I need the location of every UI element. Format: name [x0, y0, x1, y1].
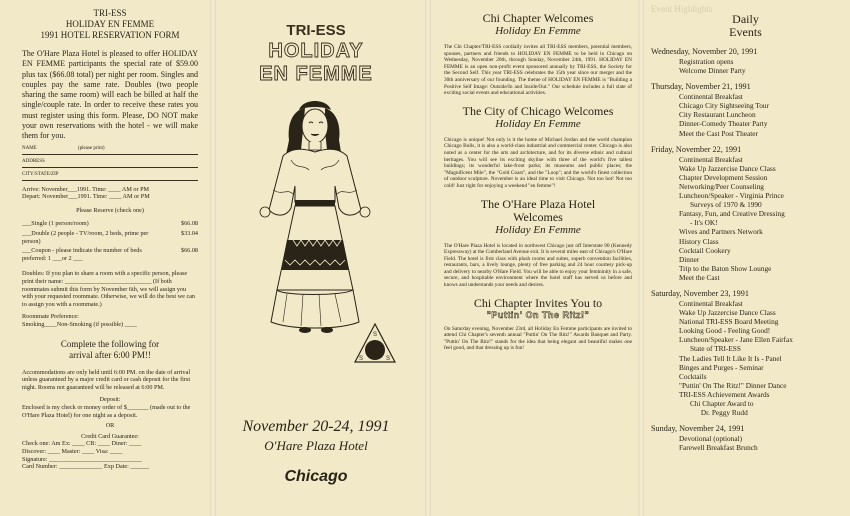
schedule-event: National TRI-ESS Board Meeting: [679, 317, 779, 327]
welcome-panel: [434, 0, 642, 516]
hotel-welcome-title-2: Welcomes: [513, 209, 563, 224]
chi-welcome-subtitle: Holiday En Femme: [495, 25, 581, 37]
chi-welcome-title: Chi Chapter Welcomes: [482, 11, 594, 25]
hotel-welcome-title-1: The O'Hare Plaza Hotel: [480, 196, 596, 211]
invite-title: Chi Chapter Invites You to: [473, 295, 603, 310]
complete-note-1: Complete the following for: [60, 338, 160, 349]
schedule-event: Continental Breakfast: [679, 298, 743, 308]
schedule-event: Registration opens: [679, 57, 734, 66]
cc-check-field[interactable]: Check one: Am Ex: ____ CB: ____ Diner: ____: [22, 440, 142, 448]
cover-panel: [213, 0, 419, 516]
schedule-event: Farewell Breakfast Brunch: [679, 443, 758, 453]
schedule-event: Wake Up Jazzercise Dance Class: [679, 163, 776, 173]
schedule-day: Friday, November 22, 1991: [651, 144, 742, 154]
reservation-form-panel: [0, 0, 212, 516]
city-field[interactable]: CITY/STATE/ZIP: [22, 172, 198, 181]
schedule-event: City Restaurant Luncheon: [679, 110, 756, 120]
schedule-day: Thursday, November 21, 1991: [651, 82, 751, 92]
schedule-event: Cocktail Cookery: [679, 245, 731, 255]
smoking-field[interactable]: Smoking____Non-Smoking (if possible) ____: [22, 320, 137, 328]
schedule-event: Fantasy, Fun, and Creative Dressing: [679, 209, 785, 219]
schedule-event: Trip to the Baton Show Lounge: [679, 263, 772, 273]
complete-note-2: arrival after 6:00 PM!!: [69, 349, 151, 360]
schedule-event: The Ladies Tell It Like It Is - Panel: [679, 353, 782, 363]
schedule-event: TRI-ESS Achievement Awards: [679, 389, 770, 399]
schedule-event: Wives and Partners Network: [679, 227, 763, 237]
schedule-event: Chicago City Sightseeing Tour: [679, 101, 769, 111]
schedule-event: Cocktails: [679, 371, 707, 381]
city-welcome-body: Chicago is unique! Not only is it the home of Michael Jordan and the world champion Chicago Bulls, it is also a world-class industrial and commercial center. Chicago is also noted as a center for the arts and architecture, and for its diverse ethnic and cultural heritages. You will see its exciting skyline with three of the world's five tallest buildings; its wonderful lake-front parks; its museums and public places; the "Magnificent Mile", the "Gold Coast", and the "Loop"; and the world's finest collection of outdoor sculpture. November is an ideal time to visit Chicago. Not too hot! Not too cold! Just right for enjoying a weekend "en femme"!: [444, 136, 632, 189]
events-title: Events: [729, 25, 762, 39]
cover-en-femme: EN FEMME: [259, 63, 373, 85]
form-heading-2: HOLIDAY EN FEMME: [65, 19, 155, 29]
form-intro: The O'Hare Plaza Hotel is pleased to offer HOLIDAY EN FEMME participants the special rate of $59.00 plus tax ($66.08 total) per night per room. Singles and couples pay the same rate. Doubles (two people sharing the same room) will each be billed at half the single/couple rate. In order to receive these rates you must register using this form. Please, DO NOT make your own reservations with the hotel - we will make them for you.: [22, 49, 198, 141]
schedule-event: Continental Breakfast: [679, 154, 743, 164]
schedule-event: Dr. Peggy Rudd: [679, 408, 748, 418]
form-heading-1: TRI-ESS: [93, 8, 127, 18]
fold-line: [425, 0, 431, 516]
schedule-event: Surveys of 1970 & 1990: [679, 200, 762, 210]
single-price: $66.08: [180, 220, 198, 228]
depart-field[interactable]: Depart: November___1991. Time: ____ AM or PM: [22, 193, 150, 201]
schedule-event: Devotional (optional): [679, 434, 743, 444]
form-heading-3: 1991 HOTEL RESERVATION FORM: [40, 30, 180, 40]
coupon-price: $66.08: [180, 247, 198, 255]
schedule-day: Sunday, November 24, 1991: [651, 424, 745, 434]
deposit-label: Deposit:: [99, 396, 121, 404]
hotel-welcome-subtitle: Holiday En Femme: [495, 223, 581, 236]
schedule-event: - It's OK!: [679, 218, 718, 228]
schedule-day: Saturday, November 23, 1991: [651, 288, 749, 298]
hotel-welcome-body: The O'Hare Plaza Hotel is located in northwest Chicago just off Interstate 90 (Kennedy Expressway) at the Cumberland Avenue exit. It is several miles east of Chicago's O'Hare Field. The hotel is first class with plush rooms and suites, superb convention facilities, restaurants, bars, a lively lounge, plenty of free parking and 24 hour courtesy pick-up and delivery to nearby O'Hare Field. You will be able to enjoy your femininity in a safe, secure, and hospitable environment where the hotel staff has served us before and knows and understands your needs and desires.: [444, 242, 632, 289]
cover-tri-ess: TRI-ESS: [286, 22, 346, 39]
schedule-event: Networking/Peer Counseling: [679, 181, 764, 191]
event-hotel: O'Hare Plaza Hotel: [264, 438, 368, 453]
roommate-pref-label: Roommate Preference:: [22, 313, 79, 321]
event-dates: November 20-24, 1991: [242, 418, 390, 435]
card-number-field[interactable]: Card Number: ______________ Exp Date: ______: [22, 463, 149, 471]
cc-type-field[interactable]: Discover: ____ Master: ____ Visa: ____: [22, 447, 123, 455]
deposit-text: Enclosed is my check or money order of $_______ (made out to the O'Hare Plaza Hotel) for one night as a deposit.: [22, 403, 191, 419]
schedule-event: Meet the Cast: [679, 272, 720, 282]
double-option[interactable]: ___Double (2 people - TV/room, 2 beds, prime per person): [22, 230, 149, 245]
schedule-event: Dinner: [679, 254, 700, 264]
chi-welcome-body: The Chi Chapter/TRI-ESS cordially invites all TRI-ESS members, potential members, spouses, partners and friends to HOLIDAY EN FEMME to be held in Chicago on Wednesday, November 20th, through Sunday, November 24th, 1991. HOLIDAY EN FEMME is an open non-profit event sponsored annually by TRI-ESS, the Society for the Second Self. This year TRI-ESS celebrates the 15th year since our merger and the 30th anniversary of our founding. The theme of HOLIDAY EN FEMME is "Building a Positive Self Image: Outside/In and Inside/Out." Our schedule includes a full slate of exciting social events and educational activities.: [444, 44, 632, 97]
name-field[interactable]: NAME (please print): [22, 146, 198, 155]
schedule-event: Luncheon/Speaker - Jane Ellen Fairfax: [679, 335, 793, 345]
chicago-logo: Chicago: [284, 468, 348, 485]
invite-body: On Saturday evening, November 23rd, all Holiday En Femme participants are invited to attend Chi Chapter's seventh annual "Puttin' On The Ritz!" Awards Banquet and Party. "Puttin' On The Ritz!" stands for the idea that being elegant and beautiful makes one feel good, and that dressing up is fun!: [444, 325, 632, 352]
schedule-event: Meet the Cast Post Theater: [679, 128, 758, 138]
svg-text:S: S: [359, 356, 364, 362]
schedule-event: Chapter Development Session: [679, 172, 768, 182]
schedule-event: History Class: [679, 236, 719, 246]
schedule-event: Luncheon/Speaker - Virginia Prince: [679, 191, 784, 201]
daily-title: Daily: [732, 12, 759, 26]
puttin-title: "Puttin' On The Ritz!": [486, 309, 590, 320]
bleed-through-heading: Event Highlights: [651, 4, 713, 14]
cc-label: Credit Card Guarantee:: [81, 432, 139, 440]
schedule-event: Wake Up Jazzercise Dance Class: [679, 308, 776, 318]
schedule-event: Chi Chapter Award to: [679, 399, 754, 408]
schedule-day: Wednesday, November 20, 1991: [651, 47, 758, 56]
svg-text:S: S: [386, 356, 391, 362]
schedule-event: State of TRI-ESS: [679, 344, 741, 354]
schedule-event: Continental Breakfast: [679, 92, 743, 102]
schedule-event: Binges and Purges - Seminar: [679, 362, 764, 372]
cover-holiday: HOLIDAY: [268, 40, 364, 62]
accommodations-text: Accommodations are only held until 6:00 PM. on the date of arrival unless guaranteed by a major credit card or cash deposit for the first night. Rooms not guaranteed will be released at 6:00 PM.: [22, 368, 191, 391]
schedule-event: "Puttin' On The Ritz!" Dinner Dance: [679, 380, 787, 390]
schedule-event: Welcome Dinner Party: [679, 66, 746, 76]
schedule-event: Dinner-Comedy Theater Party: [679, 119, 768, 129]
doubles-text: Doubles: If you plan to share a room with a specific person, please print their name: ____________________________ (If both roommates submit this form by November 6th, we will assign you with your requested roommate. Otherwise, we will do the best we can to assign you with a roommate.): [22, 270, 196, 308]
reserve-heading: Please Reserve (check one): [76, 206, 144, 214]
svg-text:S: S: [372, 332, 378, 338]
schedule-list: [651, 47, 840, 452]
arrive-field[interactable]: Arrive: November___1991. Time: ____ AM or PM: [22, 185, 150, 193]
daily-events-panel: [643, 0, 850, 516]
schedule-event: Looking Good - Feeling Good!: [679, 326, 771, 336]
double-price: $33.04: [180, 230, 198, 238]
address-field[interactable]: ADDRESS: [22, 159, 198, 168]
or-label: OR: [105, 422, 115, 430]
tri-ess-seal-icon: [353, 322, 397, 368]
city-welcome-title: The City of Chicago Welcomes: [462, 103, 614, 118]
single-option[interactable]: ___Single (1 person/room): [22, 220, 89, 228]
coupon-option[interactable]: ___Coupon - please indicate the number of beds preferred: 1 ___or 2 ___: [22, 247, 142, 262]
signature-field[interactable]: Signature: ______________________________: [22, 455, 142, 463]
city-welcome-subtitle: Holiday En Femme: [495, 117, 581, 130]
